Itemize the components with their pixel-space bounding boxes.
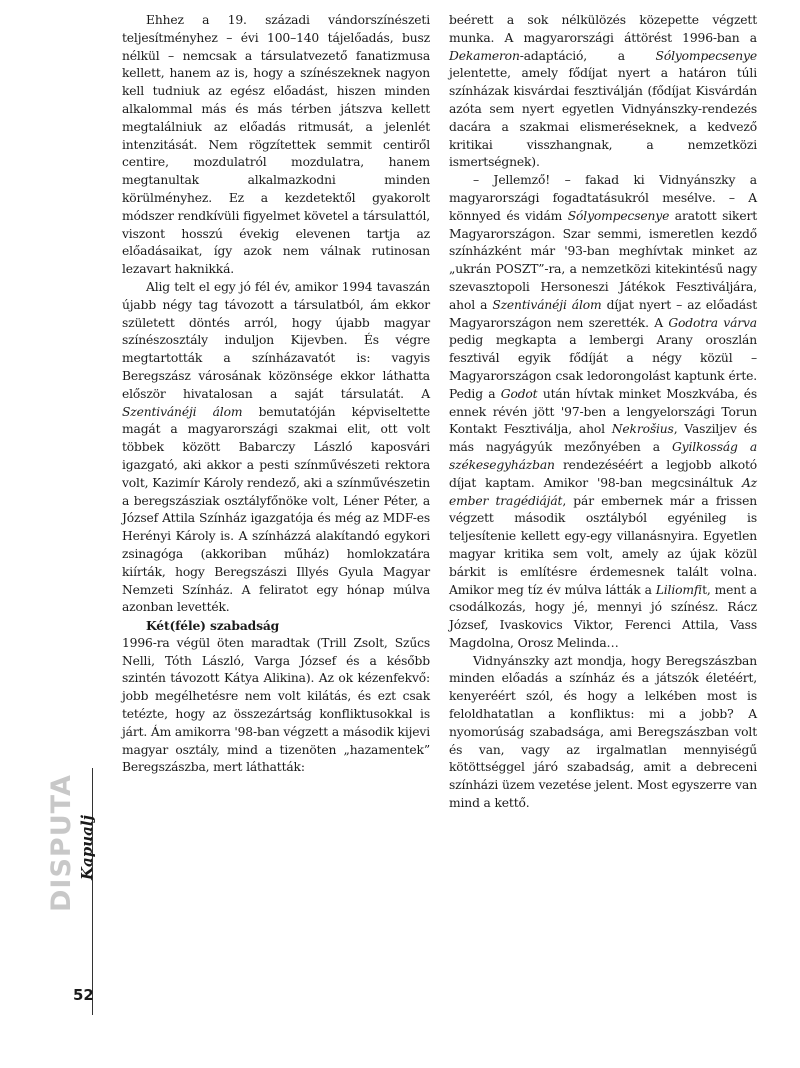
section-heading: Két(féle) szabadság [146, 618, 280, 634]
paragraph: beérett a sok nélkülözés közepette végzett munka. A magyarországi áttörést 1996-ban a Dekameron-adaptáció, a Sólyompecsenye jelentette, amely fődíjat nyert a határon túli színházak kisvárdai fesztiválján (fődíjat Kisvárdán azóta sem nyert egyetlen Vidnyánszky-rendezés dacára a szakmai elismeréseknek, a kedvező kritikai visszhangnak, a nemzetközi ismertségnek). [449, 13, 757, 170]
paragraph: 1996-ra végül öten maradtak (Trill Zsolt, Szűcs Nelli, Tóth László, Varga József és a később szintén távozott Kátya Alikina). Az ok kézenfekvő: jobb megélhetésre nem volt kilátás, és ezt csak tetézte, hogy az összezártság konfliktusokkal is járt. Ám amikorra '98-ban végzett a második kijevi magyar osztály, mind a tizenöten „hazamentek” Beregszászba, mert láthatták: [122, 635, 430, 775]
right-column [449, 12, 757, 813]
left-column [122, 12, 430, 777]
play-title: Szentivánéji álom [122, 404, 243, 419]
play-title: Az ember tragédiáját [449, 475, 757, 508]
person-name: Nekrošius [611, 422, 674, 437]
page-number: 52 [73, 986, 94, 1004]
paragraph: Ehhez a 19. századi vándorszínészeti teljesítményhez – évi 100–140 tájelőadás, busz nélkül – nemcsak a társulatvezető fanatizmusa kellett, hanem az is, hogy a színészeknek nagyon kell tudniuk az egész előadást, hiszen minden alkalommal más és más térben játszva kellett megtalálniuk az előadás ritmusát, a jelenlét intenzitását. Nem rögzítettek semmit centiről centire, mozdulatról mozdulatra, hanem megtanultak alkalmazkodni minden körülményhez. Ez a kezdetektől gyakorolt módszer rendkívüli figyelmet követel a társulattól, viszont hosszú évekig elevenen tartja az előadásaikat, így azok nem válnak rutinosan lezavart haknikká. [122, 13, 430, 277]
play-title: Dekameron [449, 48, 520, 63]
play-title: Godot [500, 386, 538, 401]
play-title: Sólyompecsenye [655, 48, 757, 63]
sidebar-rule [92, 768, 93, 1015]
play-title: Gyilkosság a székesegyházban [449, 440, 758, 472]
magazine-name: Kapualj [78, 815, 96, 880]
paragraph: Alig telt el egy jó fél év, amikor 1994 tavaszán újabb négy tag távozott a társulatból, ám ekkor született döntés arról, hogy újabb magyar színészosztály induljon Kijevben. És végre megtartották a színházavatót is: vagyis Beregszász városának közönsége ekkor láthatta először hivatalosan a saját társulatát. A Szentivánéji álom bemutatóján képviseltette magát a magyarországi szakmai elit, ott volt többek között Babarczy László kaposvári igazgató, aki akkor a pesti színművészeti rektora volt, Kazimír Károly rendező, aki a színművészetin a beregszásziak osztályfőnöke volt, Léner Péter, a József Attila Színház igazgatója és még az MDF-es Herényi Károly is. A színházzá alakítandó egykori zsinagóga (akkoriban műház) homlokzatára kiírták, hogy Beregszászi Illyés Gyula Magyar Nemzeti Színház. A feliratot egy hónap múlva azonban levették. [122, 279, 430, 615]
paragraph: – Jellemző! – fakad ki Vidnyánszky a magyarországi fogadtatásukról mesélve. – A könnyed és vidám Sólyompecsenye aratott sikert Magyarországon. Szar semmi, ismeretlen kezdő színházként már '93-ban meghívtak minket az „ukrán POSZT”-ra, a nemzetközi kitekintésű nagy szevasztopoli Hersoneszi Játékok Fesztiváljára, ahol a Szentivánéji álom díjat nyert – az előadást Magyarországon nem szerették. A Godotra várva pedig megkapta a lembergi Arany oroszlán fesztivál egyik fődíját a négy közül – Magyarországon csak ledorongolást kaptunk érte. Pedig a Godot után hívtak minket Moszkvába, és ennek révén jött '97-ben a lengyelországi Torun Kontakt Fesztiválja, ahol Nekrošius, Vasziljev és más nagyágyúk mezőnyében a Gyilkosság a székesegyházban rendezéséért a legjobb alkotó díjat kaptam. Amikor '98-ban megcsináltuk Az ember tragédiáját, pár embernek már a frissen végzett második osztályból egyénileg is teljesítenie kellett egy-egy villanásnyira. Egyetlen magyar kritika sem volt, amely az újak közül bárkit is említésre érdemesnek talált volna. Amikor meg tíz év múlva látták a Liliomfit, ment a csodálkozás, hogy jé, mennyi jó színész. Rácz József, Ivaskovics Viktor, Ferenci Attila, Vass Magdolna, Orosz Melinda… [449, 173, 758, 650]
play-title: Sólyompecsenye [567, 208, 670, 223]
play-title: Godotra várva [668, 315, 757, 330]
paragraph: Vidnyánszky azt mondja, hogy Beregszászban minden előadás a színház és a játszók életéért, kenyeréért szól, és hogy a lelkében most is feloldhatatlan a konfliktus: mi a jobb? A nyomorúság szabadsága, ami Beregszászban volt és van, vagy az irgalmatlan mennyiségű kötöttséggel járó szabadság, amit a debreceni színházi üzem vezetése jelent. Most egyszerre van mind a kettő. [449, 653, 757, 811]
play-title: Szentivánéji álom [492, 297, 602, 312]
play-title: Liliomfi [655, 582, 703, 597]
section-label: DISPUTA [46, 774, 77, 912]
